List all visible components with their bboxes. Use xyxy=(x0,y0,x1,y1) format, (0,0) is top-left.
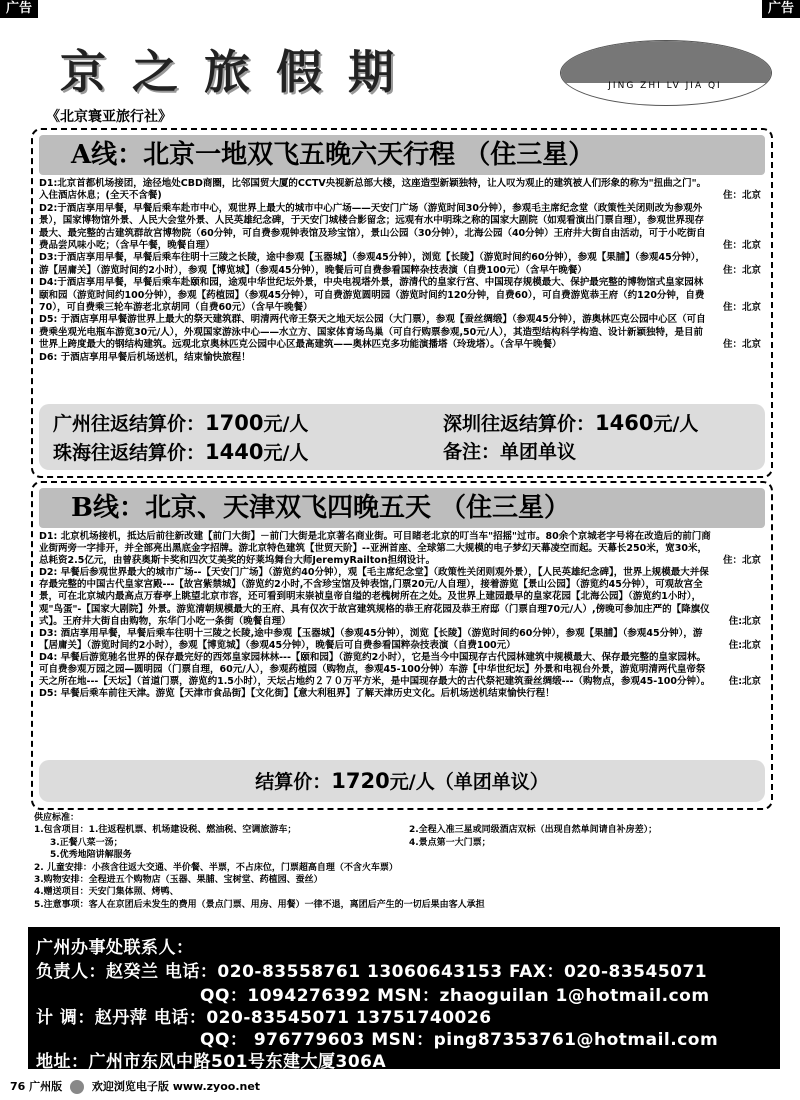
itinerary-day xyxy=(39,628,761,652)
itinerary-day xyxy=(39,314,761,351)
day-text: D4: 早餐后游览驰名世界的保存最完好的西郊皇家园林林---【颐和园】（游览约2小时），它是当今中国现存古代园林建筑中规模最大、保存最完整的皇家园林。可自费参观万园之园—圆明园（门票自理，60元/人），参观药植园（购物点，参观45-100分钟）车游【中华世纪坛】外景和电视台外景，游览明清两代皇帝祭天之所在地---【天坛】（首道门票，游览约1.5小时），天坛占地约２７０万平方米，是中国现存最大的古代祭祀建筑蚕丝绸缎---（购物点，参观45-100分钟）。 xyxy=(39,651,711,688)
price-label: 深圳往返结算价： xyxy=(443,413,596,435)
day-text: D3:于酒店享用早餐，早餐后乘车往明十三陵之长陵，途中参观【玉器城】（参观45分钟），浏览【长陵】（游览时间约60分钟），参观【果脯】（参观45分钟），游【居庸关】（游览时间约2小时），参观【博览城】（参观45分钟），晚餐后可自费参看国粹杂技表演（自费100元）（含早午晚餐） xyxy=(39,252,705,276)
price-amount: 1460 xyxy=(595,411,654,435)
contact-box xyxy=(28,927,780,1072)
day-text: D5: 于酒店享用早餐游世界上最大的祭天建筑群、明清两代帝王祭天之地天坛公园（大门票），参观【蚕丝绸缎】（参观45分钟），游奥林匹克公园中心区（可自费乘坐观光电瓶车游览30元/人），外观国家游泳中心——水立方、国家体育场鸟巢（可自行购票参观,50元/人），其造型结构科学构造、设计新颖独特，是目前世界上跨度最大的钢结构建筑。远观北京奥林匹克公园中心区最高建筑——奥林匹克多功能演播塔（玲珑塔）。（含早午晚餐） xyxy=(39,314,706,351)
standards-item: 5.优秀地陪讲解服务 xyxy=(50,850,132,861)
standards-item: 4.景点第一大门票； xyxy=(409,837,491,848)
day-stay: 住：北京 xyxy=(722,302,761,314)
price-shenzhen xyxy=(443,410,698,437)
day-stay: 住：北京 xyxy=(722,240,761,252)
line-a-itinerary xyxy=(39,178,761,364)
day-text: D2:于酒店享用早餐，早餐后乘车赴市中心，观世界上最大的城市中心广场——天安门广场（游览时间30分钟），参观毛主席纪念堂（政策性关闭则改为参观外景），国家博物馆外景、人民大会堂外景、人民英雄纪念碑，于天安门城楼合影留念；远观有水中明珠之称的国家大剧院（如观看演出门票自理），参观世界现存最大、最完整的古建筑群故宫博物院（60分钟，可自费参观钟表馆及珍宝馆），景山公园（30分钟），北海公园（40分钟）王府井大街自由活动，可于小吃街自费品尝风味小吃；（含早午餐，晚餐自理） xyxy=(39,202,706,252)
standards-row xyxy=(34,899,774,911)
edition-label: 广州版 xyxy=(29,1080,63,1093)
price-zhuhai xyxy=(53,439,308,466)
price-label: 珠海往返结算价： xyxy=(53,442,206,464)
contact-address: 地址：广州市东风中路501号东建大厦306A xyxy=(36,1052,387,1072)
itinerary-day xyxy=(39,531,761,567)
magazine-logo-icon xyxy=(70,1080,84,1094)
brand-title: 京之旅假期 xyxy=(60,45,420,99)
price-guangzhou xyxy=(53,410,308,437)
standards-row xyxy=(34,849,774,861)
brand-logo-oval xyxy=(560,40,772,106)
itinerary-day xyxy=(39,688,761,700)
day-stay: 住:北京 xyxy=(728,615,761,627)
itinerary-day xyxy=(39,567,761,627)
footer-slogan: 欢迎浏览电子版 xyxy=(91,1080,169,1093)
standards-item: 2.全程入准三星或同级酒店双标（出现自然单间请自补房差）； xyxy=(409,825,658,836)
day-text: D4:于酒店享用早餐，早餐后乘车赴颐和园，途观中华世纪坛外景，中央电视塔外景，游清代的皇家行宫、中国现存规模最大、保护最完整的博物馆式皇家园林颐和园（游览时间约100分钟），参观【药植园】（参观45分钟），可自费游览圆明园（游览时间约120分钟，自费60），可自费游览恭王府（约120分钟，自费70），可自费乘三轮车游老北京胡同（自费60元）（含早午晚餐） xyxy=(39,277,705,314)
line-a-title: A线：北京一地双飞五晚六天行程 （住三星） xyxy=(39,135,765,175)
line-a-panel xyxy=(31,128,773,478)
contact-planner: 计 调：赵丹萍 电话：020-83545071 13751740026 xyxy=(36,1008,492,1028)
price-note: 备注：单团单议 xyxy=(443,441,577,463)
line-b-panel xyxy=(31,481,773,810)
price-amount: 1440 xyxy=(205,440,264,464)
price-unit: 元/人 xyxy=(263,413,309,435)
day-text: D6: 于酒店享用早餐后机场送机，结束愉快旅程！ xyxy=(39,351,251,363)
page-number: 76 xyxy=(10,1080,26,1093)
day-stay: 住:北京 xyxy=(728,676,761,688)
standards-item: 3.正餐八菜一汤； xyxy=(50,837,123,848)
price-label: 广州往返结算价： xyxy=(53,413,206,435)
itinerary-day xyxy=(39,178,761,203)
line-b-price xyxy=(39,760,765,802)
contact-heading: 广州办事处联系人： xyxy=(36,938,194,958)
day-text: D2: 早餐后参观世界最大的城市广场--【天安门广场】（游览约40分钟），观【毛主席纪念堂】（政策性关闭则观外景），【人民英雄纪念碑】，世界上规模最大并保存最完整的中国古代皇家宫殿---【故宫紫禁城】（游览约2小时,不含珍宝馆及钟表馆,门票20元/人自理），接着游览【景山公园】（游览约45分钟），可观故宫全景，可在北京城内最高点万春亭上眺望北京市容，还可看到明末崇祯皇帝自缢的老槐树所在之处。及世界上建园最早的皇家花园【北海公园】（游览约1小时），观"鸟蛋"-【国家大剧院】外景。游览清朝规模最大的王府、具有仅次于故宫建筑规格的恭王府花园及恭王府邸（门票自理70元/人）,傍晚可参加庄严的【降旗仪式】。王府井大街自由购物，东华门小吃一条街（晚餐自理） xyxy=(39,567,710,627)
itinerary-day xyxy=(39,652,761,688)
standards-row xyxy=(34,886,774,898)
service-standards xyxy=(34,812,774,911)
itinerary-day xyxy=(39,252,761,277)
standards-item: 5.注意事项：客人在京团后未发生的费用（景点门票、用房、用餐）一律不退，离团后产生的一切后果由客人承担 xyxy=(34,899,485,910)
day-stay: 住：北京 xyxy=(722,264,761,276)
itinerary-day xyxy=(39,277,761,314)
day-text: D3: 酒店享用早餐，早餐后乘车往明十三陵之长陵,途中参观【玉器城】（参观45分钟），浏览【长陵】（游览时间约60分钟），参观【果脯】（参观45分钟），游【居庸关】（游览时间约2小时），参观【博览城】（参观45分钟），晚餐后可自费参看国粹杂技表演（自费100元） xyxy=(39,627,703,651)
standards-item: 3.购物安排：全程进五个购物店（玉器、果脯、宝树堂、药植园、蚕丝） xyxy=(34,874,323,885)
standards-row xyxy=(34,874,774,886)
price-amount: 1700 xyxy=(205,411,264,435)
page-footer xyxy=(10,1078,260,1094)
day-stay: 住：北京 xyxy=(722,555,761,567)
day-stay: 住:北京 xyxy=(728,639,761,651)
itinerary-day xyxy=(39,352,761,364)
day-text: D1: 北京机场接机，抵达后前往新改建【前门大街】－前门大街是北京著名商业街。可目睹老北京的叮当车"招摇"过市。80余个京城老字号将在改造后的前门商业街两旁一字排开，并全部亮出黑底金字招牌。游北京特色建筑【世贸天阶】--亚洲首座、全球第二大规模的电子梦幻天幕凌空而起。天幕长250米，宽30米，总耗资2.5亿元，由曾获奥斯卡奖和四次艾美奖的好莱坞舞台大师JeremyRailton担纲设计。 xyxy=(39,531,711,567)
brand-pinyin: JING ZHI LV JIA QI xyxy=(608,81,722,91)
itinerary-day xyxy=(39,203,761,253)
standards-item: 1.包含项目：1.往返程机票、机场建设税、燃油税、空调旅游车； xyxy=(34,825,297,836)
price-unit: 元/人（单团单议） xyxy=(389,771,549,793)
price-amount: 1720 xyxy=(331,769,390,793)
ad-tag-right: 广告 xyxy=(762,0,800,18)
line-b-itinerary xyxy=(39,531,761,700)
standards-row xyxy=(34,862,774,874)
standards-heading: 供应标准： xyxy=(34,813,80,823)
day-text: D1:北京首都机场接团，途径地处CBD商圈，比邻国贸大厦的CCTV央视新总部大楼，这座造型新颖独特，让人叹为观止的建筑被人们形象的称为"扭曲之门"。入住酒店休息；(全天不含餐) xyxy=(39,178,707,202)
line-a-prices xyxy=(39,404,765,470)
day-stay: 住：北京 xyxy=(722,339,761,351)
contact-manager: 负责人：赵癸兰 电话：020-83558761 13060643153 FAX：020-83545071 xyxy=(36,962,708,982)
line-b-title: B线：北京、天津双飞四晚五天 （住三星） xyxy=(39,488,765,528)
price-unit: 元/人 xyxy=(263,442,309,464)
standards-row xyxy=(34,824,774,836)
standards-item: 4.赠送项目：天安门集体照、烤鸭、 xyxy=(34,887,179,898)
agency-name: 《北京寰亚旅行社》 xyxy=(46,109,172,125)
footer-site[interactable]: www.zyoo.net xyxy=(172,1080,261,1093)
standards-item: 2. 儿童安排：小孩含往返大交通、半价餐、半票，不占床位，门票超高自理（不含火车票） xyxy=(34,862,398,873)
standards-row xyxy=(34,837,774,849)
price-label: 结算价： xyxy=(255,771,332,793)
price-unit: 元/人 xyxy=(653,413,699,435)
day-text: D5: 早餐后乘车前往天津。游览【天津市食品街】【文化街】【意大利租界】了解天津历史文化。后机场送机结束愉快行程！ xyxy=(39,688,555,700)
day-stay: 住：北京 xyxy=(722,190,761,202)
contact-planner-qq: QQ： 976779603 MSN：ping87353761@hotmail.com xyxy=(200,1030,719,1050)
ad-tag-left: 广告 xyxy=(0,0,38,18)
contact-manager-qq: QQ：1094276392 MSN：zhaoguilan 1@hotmail.com xyxy=(200,986,710,1006)
